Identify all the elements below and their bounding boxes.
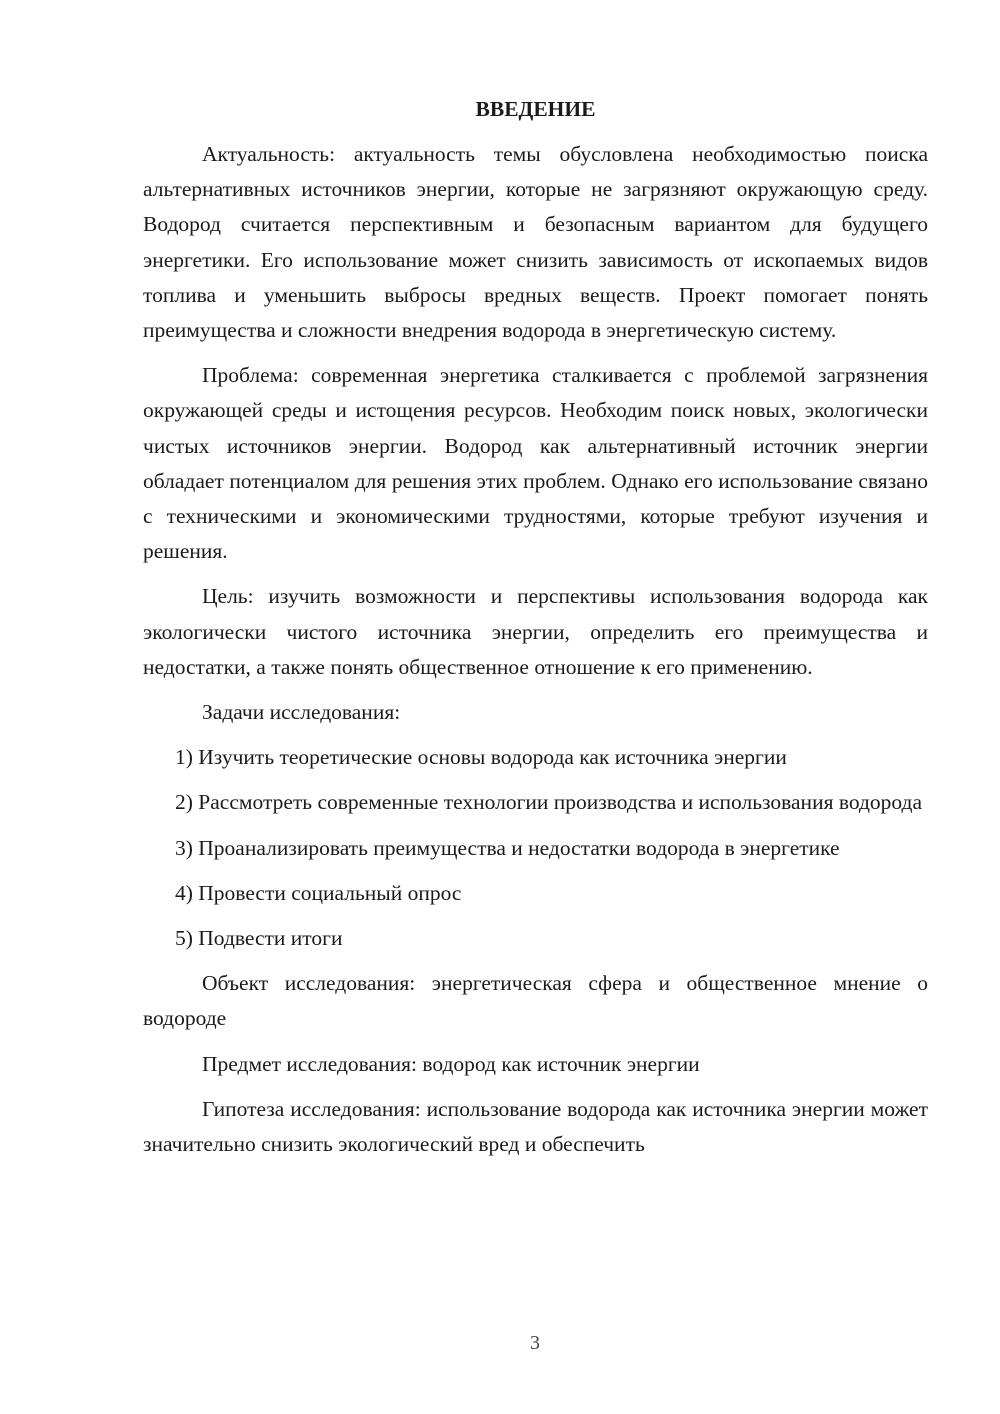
task-item-5: 5) Подвести итоги <box>175 926 343 951</box>
paragraph-tasks-title: Задачи исследования: <box>202 700 401 725</box>
document-body <box>143 92 928 1172</box>
paragraph-problem: Проблема: современная энергетика сталкивается с проблемой загрязнения окружающей среды и истощения ресурсов. Необходим поиск новых, экологически чистых источников энергии. Водород как альтернативный источник энергии обладает потенциалом для решения этих проблем. Однако его использование связано с техническими и экономическими трудностями, которые требуют изучения и решения. <box>143 363 928 564</box>
task-item-3: 3) Проанализировать преимущества и недостатки водорода в энергетике <box>175 835 840 860</box>
page-number: 3 <box>530 1332 540 1354</box>
task-item-4: 4) Провести социальный опрос <box>175 880 462 905</box>
paragraph-subject: Предмет исследования: водород как источник энергии <box>202 1051 700 1076</box>
task-item-1: 1) Изучить теоретические основы водорода как источника энергии <box>175 745 787 770</box>
paragraph-object: Объект исследования: энергетическая сфера и общественное мнение о водороде <box>143 971 928 1031</box>
paragraph-relevance: Актуальность: актуальность темы обусловлена необходимостью поиска альтернативных источников энергии, которые не загрязняют окружающую среду. Водород считается перспективным и безопасным вариантом для будущего энергетики. Его использование может снизить зависимость от ископаемых видов топлива и уменьшить выбросы вредных веществ. Проект помогает понять преимущества и сложности внедрения водорода в энергетическую систему. <box>143 142 928 343</box>
section-heading: ВВЕДЕНИЕ <box>475 97 596 121</box>
task-item-2: 2) Рассмотреть современные технологии производства и использования водорода <box>175 790 923 815</box>
paragraph-hypothesis: Гипотеза исследования: использование водорода как источника энергии может значительно снизить экологический вред и обеспечить <box>143 1096 928 1157</box>
paragraph-goal: Цель: изучить возможности и перспективы использования водорода как экологически чистого источника энергии, определить его преимущества и недостатки, а также понять общественное отношение к его применению. <box>143 584 928 679</box>
